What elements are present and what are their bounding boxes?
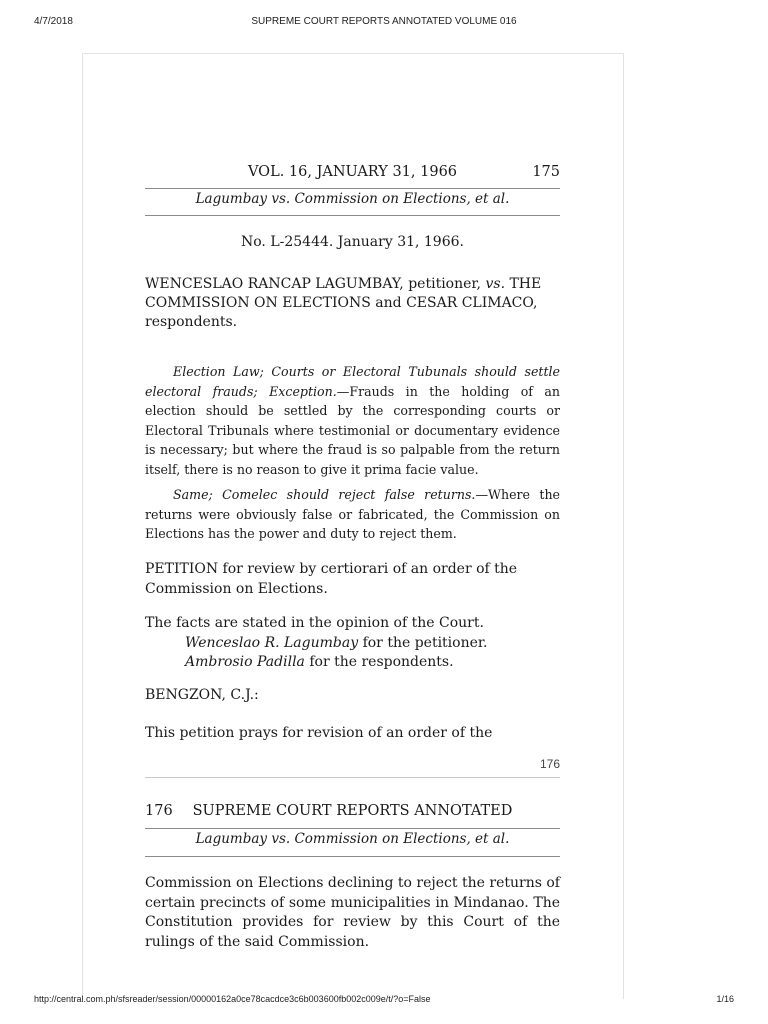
print-title: SUPREME COURT REPORTS ANNOTATED VOLUME 016 <box>251 16 517 27</box>
syllabus-heading: Same; Comelec should reject false returns. <box>173 487 476 502</box>
header-rule <box>145 828 560 829</box>
print-url: http://central.com.ph/sfsreader/session/00000162a0ce78cacdce3c6b003600fb002c009e/t/?o=False <box>34 994 431 1004</box>
opinion-start <box>145 724 560 744</box>
versus: vs. <box>485 276 506 292</box>
running-head-page-number: 176 <box>145 803 173 819</box>
counsel-name: Ambrosio Padilla <box>185 654 305 670</box>
page-break-rule <box>145 777 560 778</box>
respondents-role: respondents. <box>145 314 238 330</box>
petitioner-role: petitioner, <box>403 276 486 292</box>
syllabus-text: —Frauds in the holding of an election should be settled by the corresponding courts or Electoral Tribunals where testimonial or documentary evidence is necessary; but where the fraud is so palpable from the return itself, there is no reason to give it prima facie value. <box>145 383 560 477</box>
header-rule <box>145 188 560 189</box>
print-page-count: 1/16 <box>716 994 734 1004</box>
petition-statement <box>145 560 560 599</box>
counsel-line <box>145 653 560 673</box>
docket-number: No. L-25444. January 31, 1966. <box>241 234 464 250</box>
syllabus-paragraph <box>145 362 560 479</box>
caption-rule <box>145 215 560 216</box>
syllabus-paragraph <box>145 485 560 544</box>
opinion-text: This petition prays for revision of an order of the <box>145 725 493 741</box>
opinion-continuation <box>145 874 560 952</box>
page-break-marker: 176 <box>539 757 560 771</box>
print-footer <box>0 994 768 1008</box>
syllabus <box>145 362 560 544</box>
case-caption: Lagumbay vs. Commission on Elections, et al. <box>195 191 510 207</box>
syllabus-text: —Where the returns were obviously false or fabricated, the Commission on Elections has the power and duty to reject them. <box>145 487 561 541</box>
justice-name: BENGZON, C.J.: <box>145 687 259 703</box>
syllabus-heading: Election Law; Courts or Electoral Tubunals should settle electoral frauds; Exception. <box>145 364 560 399</box>
counsel-role: for the respondents. <box>304 654 454 670</box>
facts-text: The facts are stated in the opinion of the Court. <box>145 615 484 631</box>
print-header <box>0 16 768 30</box>
parties <box>145 275 560 332</box>
running-head-title: SUPREME COURT REPORTS ANNOTATED <box>192 803 513 819</box>
caption-rule <box>145 856 560 857</box>
facts-and-counsel <box>145 614 560 673</box>
case-caption: Lagumbay vs. Commission on Elections, et al. <box>195 831 510 847</box>
running-head-page-number: 175 <box>532 164 560 180</box>
counsel-name: Wenceslao R. Lagumbay <box>185 634 359 651</box>
opinion-text: Commission on Elections declining to reject the returns of certain precincts of some municipalities in Mindanao. The Constitution provides for review by this Court of the rulings of the said Commission. <box>145 875 560 950</box>
print-date: 4/7/2018 <box>34 16 73 27</box>
petition-text: PETITION for review by certiorari of an order of the Commission on Elections. <box>145 561 518 597</box>
respondents-names: THE COMMISSION ON ELECTIONS and CESAR CLIMACO, <box>145 276 542 311</box>
counsel-line <box>145 634 560 654</box>
petitioner-name: WENCESLAO RANCAP LAGUMBAY, <box>145 276 404 292</box>
counsel-role: for the petitioner. <box>358 634 488 651</box>
running-head-volume: VOL. 16, JANUARY 31, 1966 <box>247 164 458 180</box>
justice-heading <box>145 686 560 706</box>
